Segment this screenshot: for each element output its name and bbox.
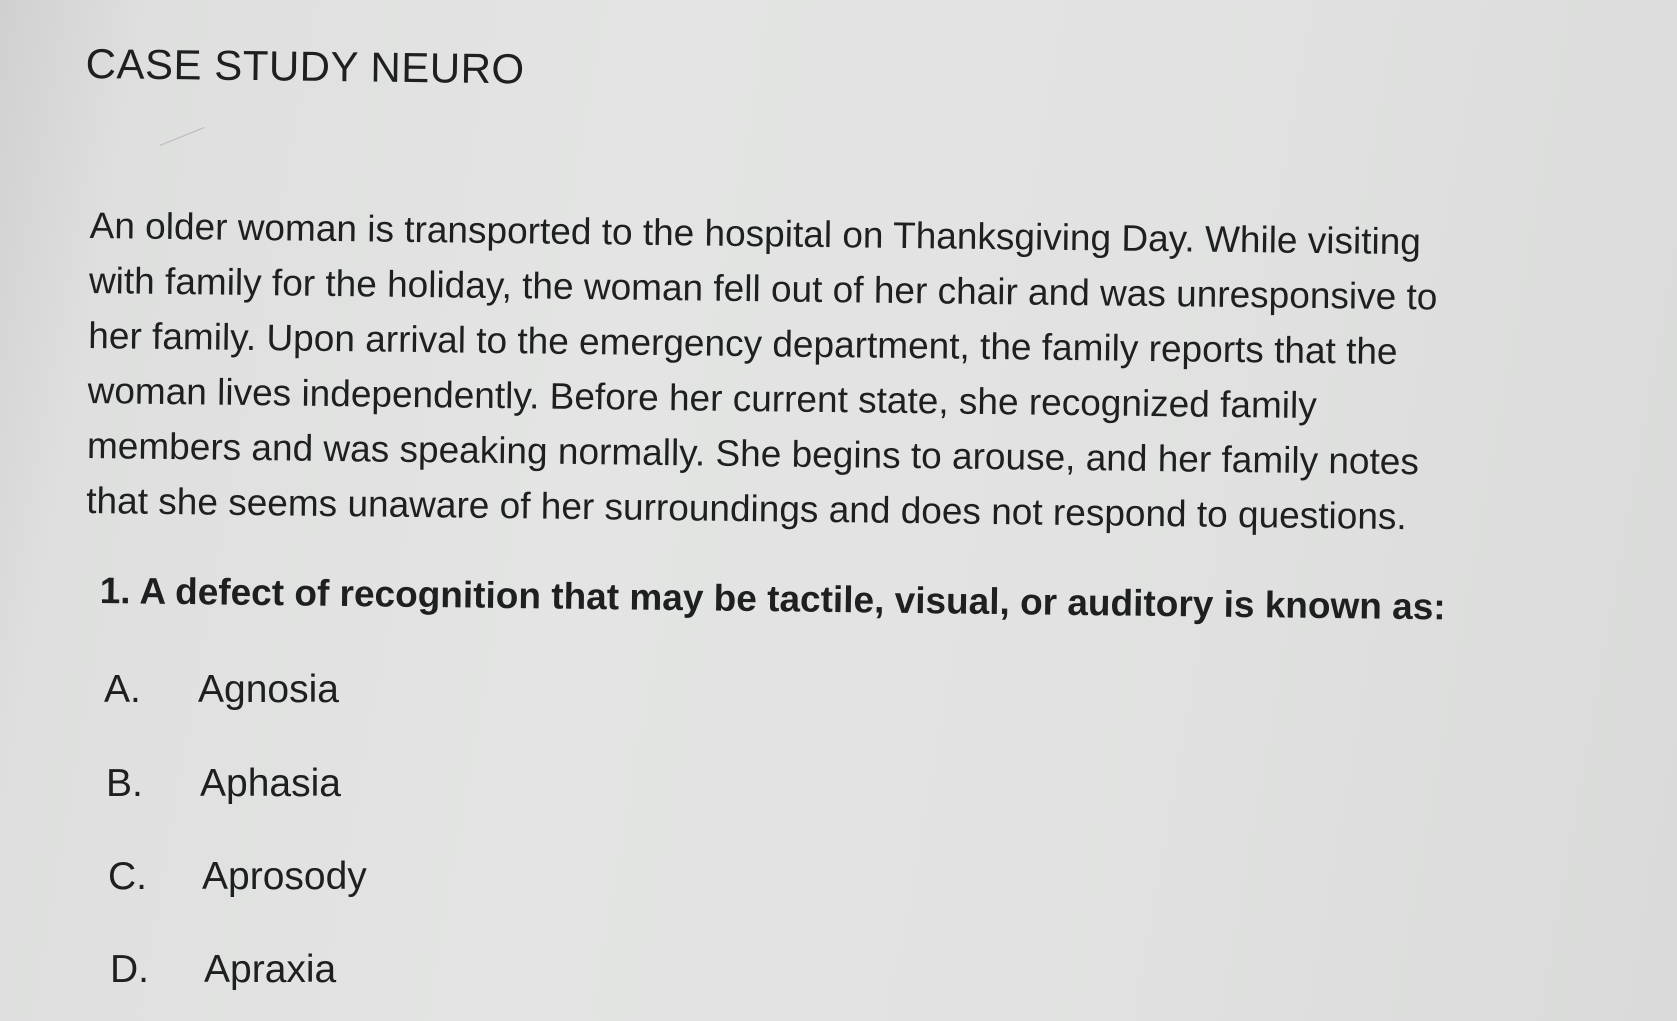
option-text: Apraxia xyxy=(204,948,337,991)
option-text: Aphasia xyxy=(200,762,341,805)
option-letter: C. xyxy=(108,855,147,898)
option-c xyxy=(108,855,367,899)
option-letter: A. xyxy=(104,668,141,711)
passage-line: An older woman is transported to the hospital on Thanksgiving Day. While visiting xyxy=(89,204,1422,263)
option-text: Agnosia xyxy=(198,668,339,711)
question-text: 1. A defect of recognition that may be tactile, visual, or auditory is known as: xyxy=(99,570,1446,628)
option-b xyxy=(106,762,341,806)
passage-line: that she seems unaware of her surroundings and does not respond to questions. xyxy=(86,479,1407,538)
option-text: Aprosody xyxy=(202,855,367,898)
passage-line: members and was speaking normally. She begins to arouse, and her family notes xyxy=(86,424,1420,483)
page-title: CASE STUDY NEURO xyxy=(85,40,525,93)
passage-line: her family. Upon arrival to the emergency department, the family reports that the xyxy=(88,314,1398,372)
passage-line: with family for the holiday, the woman fell out of her chair and was unresponsive to xyxy=(88,259,1438,318)
case-passage xyxy=(86,198,1590,546)
passage-line: woman lives independently. Before her current state, she recognized family xyxy=(87,369,1317,427)
option-a xyxy=(104,668,339,712)
option-d xyxy=(110,948,336,992)
paper-mark xyxy=(160,127,205,146)
option-letter: D. xyxy=(110,948,149,991)
option-letter: B. xyxy=(106,762,143,805)
